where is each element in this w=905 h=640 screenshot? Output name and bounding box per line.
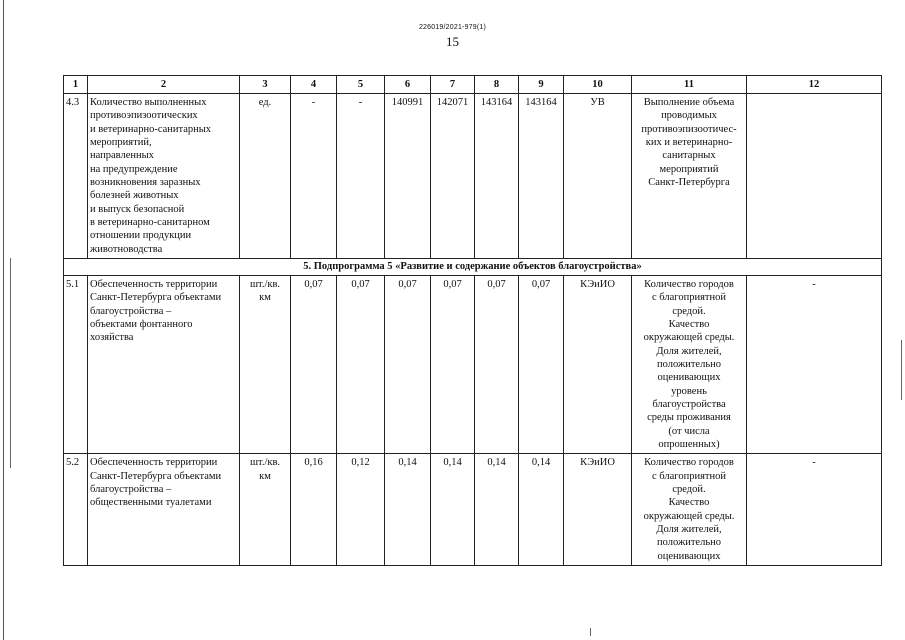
row-number: 5.1 bbox=[64, 275, 88, 453]
header-cell: 3 bbox=[240, 76, 291, 94]
scan-artifact-bottom bbox=[590, 628, 591, 636]
description-cell: Выполнение объема проводимых противоэпизоотичес- ких и ветеринарно- санитарных мероприятий Санкт-Петербурга bbox=[632, 94, 747, 259]
header-cell: 11 bbox=[632, 76, 747, 94]
value-cell: - bbox=[291, 94, 337, 259]
header-cell: 12 bbox=[747, 76, 882, 94]
document-id: 226019/2021-979(1) bbox=[418, 24, 487, 31]
executor-cell: КЭиИО bbox=[564, 454, 632, 566]
row-number: 4.3 bbox=[64, 94, 88, 259]
scan-edge-line bbox=[3, 0, 4, 640]
unit-cell: шт./кв. км bbox=[240, 454, 291, 566]
indicator-name: Обеспеченность территории Санкт-Петербурга объектами благоустройства – объектами фонтанного хозяйства bbox=[88, 275, 240, 453]
page-number: 15 bbox=[446, 34, 459, 49]
section-title: 5. Подпрограмма 5 «Развитие и содержание объектов благоустройства» bbox=[64, 258, 882, 275]
value-cell: 0,07 bbox=[337, 275, 385, 453]
section-row bbox=[64, 258, 882, 275]
value-cell: 140991 bbox=[385, 94, 431, 259]
scan-artifact-left bbox=[10, 258, 11, 468]
header-cell: 4 bbox=[291, 76, 337, 94]
value-cell: 143164 bbox=[475, 94, 519, 259]
note-cell bbox=[747, 94, 882, 259]
scan-artifact-right bbox=[901, 340, 902, 400]
value-cell: 0,07 bbox=[291, 275, 337, 453]
note-cell: - bbox=[747, 275, 882, 453]
executor-cell: УВ bbox=[564, 94, 632, 259]
executor-cell: КЭиИО bbox=[564, 275, 632, 453]
header-row bbox=[64, 76, 882, 94]
value-cell: 0,07 bbox=[385, 275, 431, 453]
value-cell: 0,16 bbox=[291, 454, 337, 566]
table-row bbox=[64, 94, 882, 259]
table-row bbox=[64, 454, 882, 566]
description-cell: Количество городов с благоприятной средой. Качество окружающей среды. Доля жителей, положительно оценивающих bbox=[632, 454, 747, 566]
unit-cell: шт./кв. км bbox=[240, 275, 291, 453]
header-cell: 8 bbox=[475, 76, 519, 94]
indicator-name: Обеспеченность территории Санкт-Петербурга объектами благоустройства – общественными туалетами bbox=[88, 454, 240, 566]
value-cell: 0,14 bbox=[431, 454, 475, 566]
row-number: 5.2 bbox=[64, 454, 88, 566]
value-cell: 0,07 bbox=[431, 275, 475, 453]
value-cell: - bbox=[337, 94, 385, 259]
indicator-name: Количество выполненных противоэпизоотических и ветеринарно-санитарных мероприятий, направленных на предупреждение возникновения заразных болезней животных и выпуск безопасной в ветеринарно-санитарном отношении продукции животноводства bbox=[88, 94, 240, 259]
table-row bbox=[64, 275, 882, 453]
value-cell: 0,12 bbox=[337, 454, 385, 566]
value-cell: 0,14 bbox=[519, 454, 564, 566]
description-cell: Количество городов с благоприятной средой. Качество окружающей среды. Доля жителей, положительно оценивающих уровень благоустройства среды проживания (от числа опрошенных) bbox=[632, 275, 747, 453]
value-cell: 0,07 bbox=[519, 275, 564, 453]
indicators-table bbox=[63, 75, 882, 566]
header-cell: 2 bbox=[88, 76, 240, 94]
header-cell: 1 bbox=[64, 76, 88, 94]
header-cell: 10 bbox=[564, 76, 632, 94]
value-cell: 0,14 bbox=[385, 454, 431, 566]
value-cell: 0,14 bbox=[475, 454, 519, 566]
header-cell: 9 bbox=[519, 76, 564, 94]
unit-cell: ед. bbox=[240, 94, 291, 259]
value-cell: 0,07 bbox=[475, 275, 519, 453]
header-cell: 5 bbox=[337, 76, 385, 94]
header-cell: 7 bbox=[431, 76, 475, 94]
value-cell: 142071 bbox=[431, 94, 475, 259]
note-cell: - bbox=[747, 454, 882, 566]
header-cell: 6 bbox=[385, 76, 431, 94]
value-cell: 143164 bbox=[519, 94, 564, 259]
